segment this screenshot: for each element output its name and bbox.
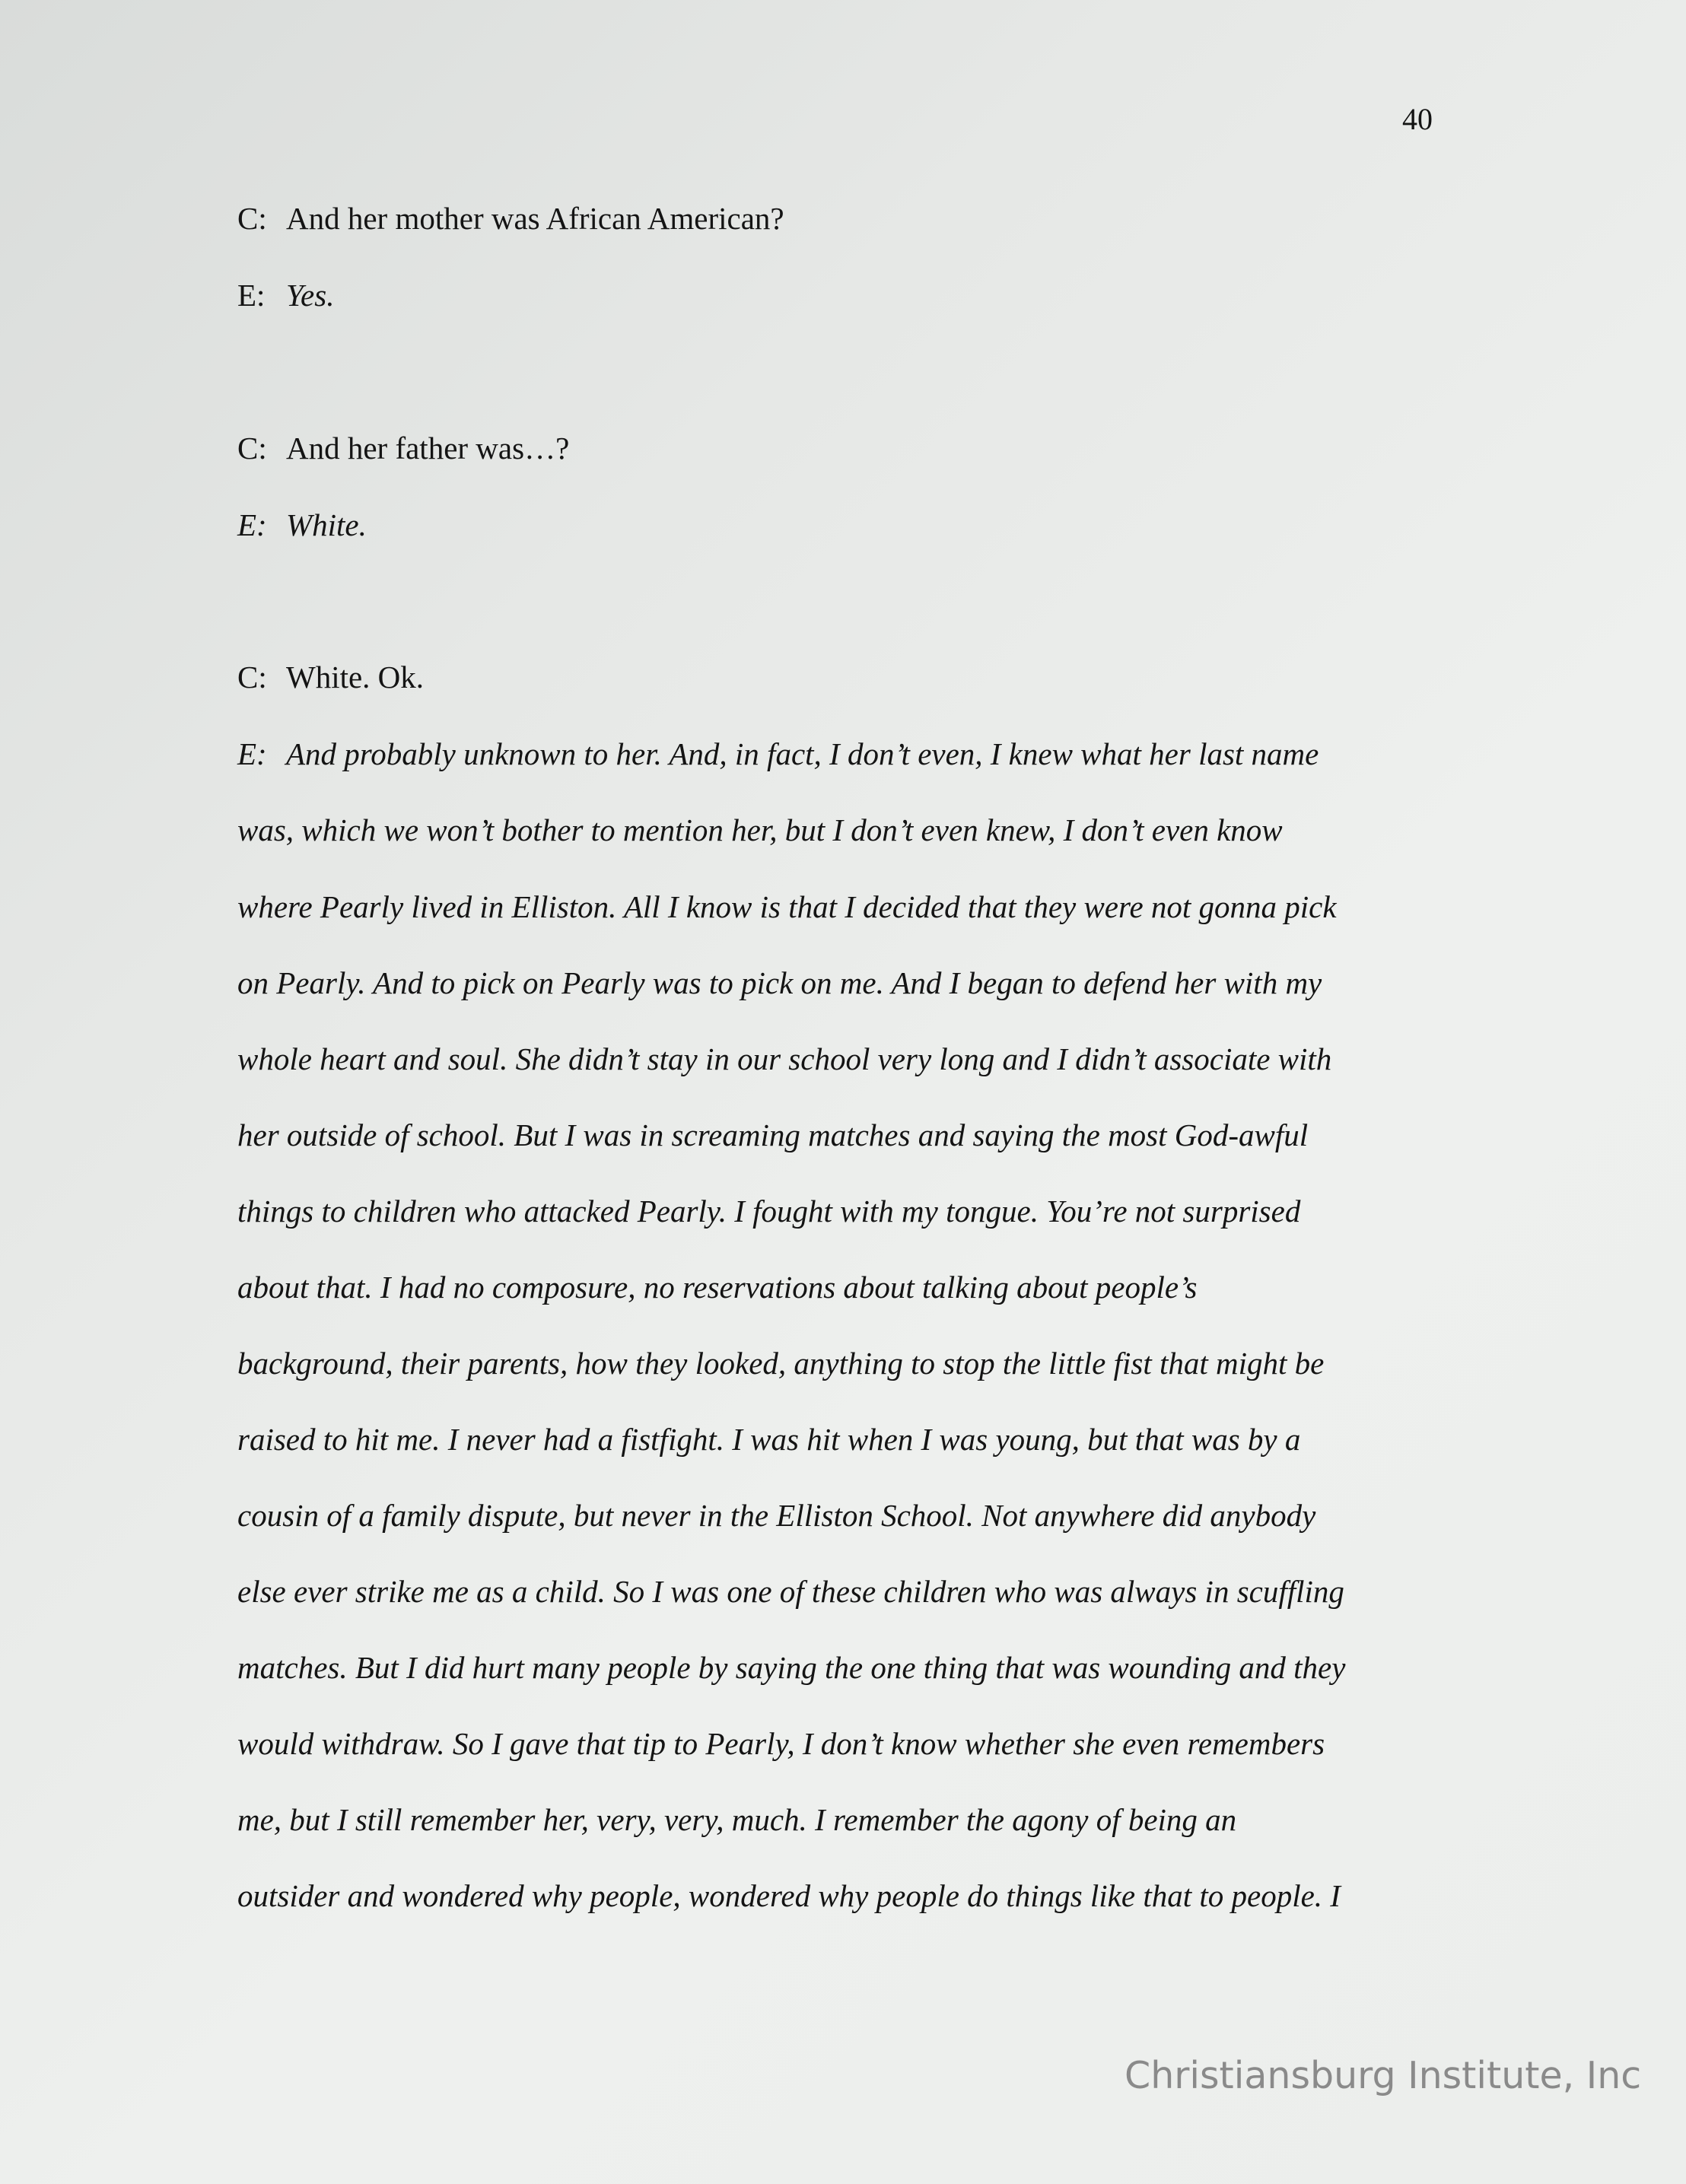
speaker-label: C: xyxy=(237,431,267,466)
exchange-line-4 xyxy=(237,506,367,544)
response-text: And probably unknown to her. And, in fact, I don’t even, I knew what her last name xyxy=(286,736,1319,771)
response-line-6: her outside of school. But I was in screaming matches and saying the most God-awful xyxy=(237,1117,1309,1152)
speaker-label: E: xyxy=(237,278,266,313)
response-line-15: me, but I still remember her, very, very, much. I remember the agony of being an xyxy=(237,1802,1237,1837)
response-line-14: would withdraw. So I gave that tip to Pearly, I don’t know whether she even remembers xyxy=(237,1726,1325,1761)
watermark: Christiansburg Institute, Inc xyxy=(1125,2054,1642,2097)
exchange-text: And her father was…? xyxy=(286,431,570,466)
response-line-7: things to children who attacked Pearly. I fought with my tongue. You’re not surprised xyxy=(237,1194,1301,1229)
exchange-line-1 xyxy=(237,199,784,237)
exchange-text: White. xyxy=(286,507,367,542)
response-line-16: outsider and wondered why people, wondered why people do things like that to people. I xyxy=(237,1878,1341,1913)
response-line-11: cousin of a family dispute, but never in the Elliston School. Not anywhere did anybody xyxy=(237,1498,1316,1533)
response-line-2: was, which we won’t bother to mention her, but I don’t even knew, I don’t even know xyxy=(237,812,1283,847)
response-line-5: whole heart and soul. She didn’t stay in our school very long and I didn’t associate with xyxy=(237,1041,1332,1076)
exchange-text: Yes. xyxy=(286,278,335,313)
speaker-label: E: xyxy=(237,507,267,542)
exchange-text: And her mother was African American? xyxy=(286,201,784,236)
speaker-label: E: xyxy=(237,736,267,771)
response-line-8: about that. I had no composure, no reservations about talking about people’s xyxy=(237,1270,1198,1305)
exchange-line-3 xyxy=(237,429,569,467)
exchange-line-2 xyxy=(237,276,334,314)
response-line-1 xyxy=(237,735,1319,773)
exchange-text: White. Ok. xyxy=(286,660,425,695)
exchange-line-5 xyxy=(237,658,424,696)
speaker-label: C: xyxy=(237,660,267,695)
response-line-9: background, their parents, how they looked, anything to stop the little fist that might be xyxy=(237,1346,1325,1381)
response-line-4: on Pearly. And to pick on Pearly was to pick on me. And I began to defend her with my xyxy=(237,965,1322,1000)
page-number: 40 xyxy=(1402,102,1433,136)
response-line-10: raised to hit me. I never had a fistfight. I was hit when I was young, but that was by a xyxy=(237,1422,1301,1457)
response-line-3: where Pearly lived in Elliston. All I know is that I decided that they were not gonna pick xyxy=(237,889,1337,924)
response-line-12: else ever strike me as a child. So I was one of these children who was always in scuffling xyxy=(237,1574,1344,1609)
speaker-label: C: xyxy=(237,201,267,236)
response-line-13: matches. But I did hurt many people by saying the one thing that was wounding and they xyxy=(237,1650,1346,1685)
